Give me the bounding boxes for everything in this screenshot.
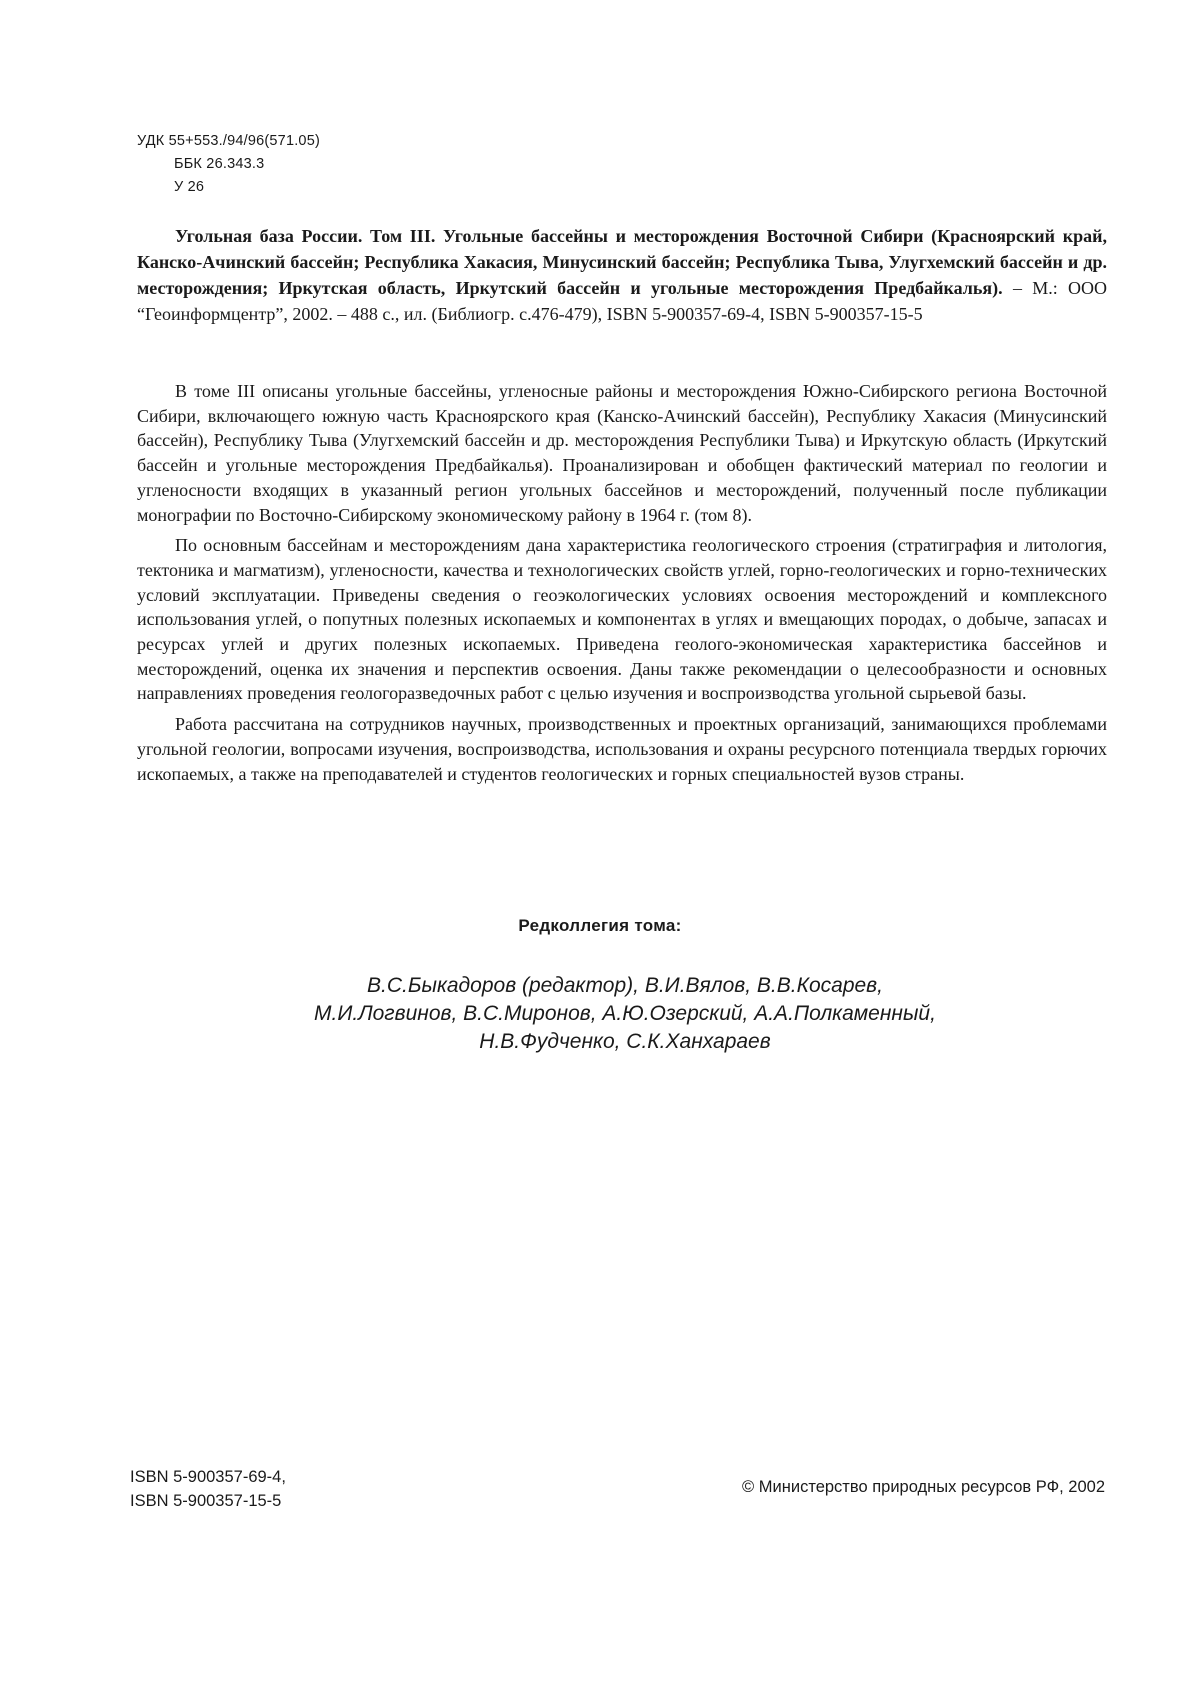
isbn-line: ISBN 5-900357-15-5 bbox=[130, 1492, 282, 1510]
isbn-block bbox=[130, 1465, 286, 1513]
abstract bbox=[137, 379, 1107, 792]
isbn-line: ISBN 5-900357-69-4, bbox=[130, 1468, 286, 1486]
abstract-paragraph: В томе III описаны угольные бассейны, угленосные районы и месторождения Южно-Сибирского региона Восточной Сибири, включающего южную часть Красноярского края (Канско-Ачинский бассейн), Республику Хакасия (Минусинский бассейн), Республику Тыва (Улугхемский бассейн и др. месторождения Республики Тыва) и Иркутскую область (Иркутский бассейн и угольные месторождения Предбайкалья). Проанализирован и обобщен фактический материал по геологии и угленосности входящих в указанный регион угольных бассейнов и месторождений, полученный после публикации монографии по Восточно-Сибирскому экономическому району в 1964 г. (том 8). bbox=[137, 381, 1107, 525]
editorial-board-line: Н.В.Фудченко, С.К.Ханхараев bbox=[479, 1030, 771, 1053]
editorial-board-title: Редколлегия тома: bbox=[518, 916, 682, 935]
classification-codes bbox=[137, 130, 320, 199]
bbk-code: ББК 26.343.3 bbox=[174, 156, 265, 172]
udk-code: УДК 55+553./94/96(571.05) bbox=[137, 133, 320, 149]
bibliographic-citation bbox=[137, 223, 1107, 327]
abstract-paragraph: По основным бассейнам и месторождениям дана характеристика геологического строения (стратиграфия и литология, тектоника и магматизм), угленосности, качества и технологических свойств углей, горно-геологических и горно-технических условий эксплуатации. Приведены сведения о геоэкологических условиях освоения месторождений и комплексного использования углей, о попутных полезных ископаемых и компонентах в углях и вмещающих породах, о добыче, запасах и ресурсах углей и других полезных ископаемых. Приведена геолого-экономическая характеристика бассейнов и месторождений, оценка их значения и перспектив освоения. Даны также рекомендации о целесообразности и основных направлениях проведения геологоразведочных работ с целью изучения и воспроизводства угольной сырьевой базы. bbox=[137, 535, 1107, 704]
citation-title: Угольная база России. Том III. Угольные бассейны и месторождения Восточной Сибири (Красноярский край, Канско-Ачинский бассейн; Республика Хакасия, Минусинский бассейн; Республика Тыва, Улугхемский бассейн и др. месторождения; Иркутская область, Иркутский бассейн и угольные месторождения Предбайкалья). bbox=[137, 226, 1107, 298]
editorial-board-line: В.С.Быкадоров (редактор), В.И.Вялов, В.В.Косарев, bbox=[367, 974, 883, 997]
citation-details: – М.: ООО “Геоинформцентр”, 2002. – 488 с., ил. (Библиогр. с.476-479), ISBN 5-900357-69-4, ISBN 5-900357-15-5 bbox=[137, 278, 1107, 324]
editorial-board-members bbox=[140, 972, 1110, 1056]
author-mark: У 26 bbox=[174, 179, 205, 195]
abstract-paragraph: Работа рассчитана на сотрудников научных, производственных и проектных организаций, занимающихся проблемами угольной геологии, вопросами изучения, воспроизводства, использования и охраны ресурсного потенциала твердых горючих ископаемых, а также на преподавателей и студентов геологических и горных специальностей вузов страны. bbox=[137, 714, 1107, 784]
editorial-board-line: М.И.Логвинов, В.С.Миронов, А.Ю.Озерский, А.А.Полкаменный, bbox=[314, 1002, 936, 1025]
copyright-notice: © Министерство природных ресурсов РФ, 2002 bbox=[742, 1478, 1105, 1496]
